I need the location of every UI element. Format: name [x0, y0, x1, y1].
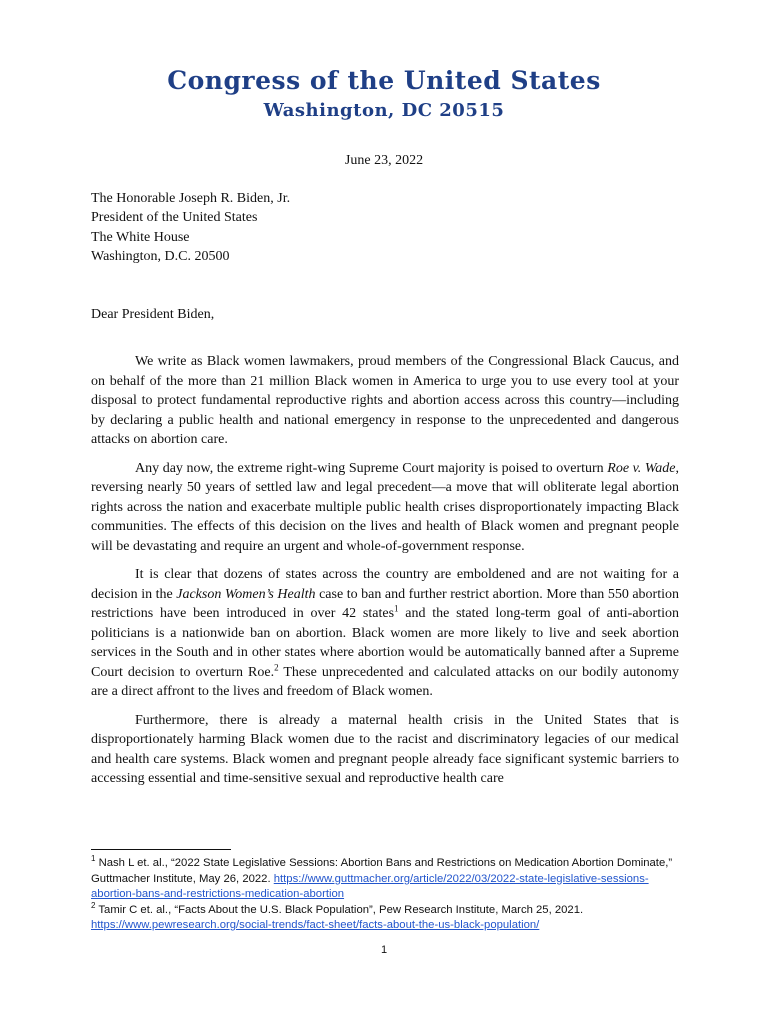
footnote-ref-1[interactable]: 1	[394, 603, 399, 614]
paragraph-4: Furthermore, there is already a maternal health crisis in the United States that is disproportionately harming Black women due to the racist and discriminatory legacies of our medical and health care systems. Black women and pregnant people already face significant systemic barriers to accessing essential and time-sensitive sexual and reproductive health care	[91, 712, 679, 786]
paragraph-1: We write as Black women lawmakers, proud members of the Congressional Black Caucus, and on behalf of the more than 21 million Black women in America to urge you to use every tool at your disposal to protect fundamental reproductive rights and abortion access across this country—including by declaring a public health and national emergency in response to the unprecedented and dangerous attacks on abortion care.	[91, 354, 679, 447]
recipient-address	[91, 189, 290, 267]
letterhead-location: Washington, DC 20515	[263, 100, 505, 121]
address-line: The Honorable Joseph R. Biden, Jr.	[91, 191, 291, 206]
salutation: Dear President Biden,	[91, 307, 215, 322]
paragraph-3-text: and the stated long-term goal of anti-abortion politicians is a nationwide ban on abortion. Black women are more likely to live and seek abortion services in the South and in other states where abortion would be automatically banned after a Supreme Court decision to overturn Roe.	[91, 606, 679, 680]
footnote-2	[91, 900, 691, 934]
footnote-ref-2[interactable]: 2	[274, 661, 279, 672]
footnote-number: 1	[91, 854, 96, 864]
letterhead-title: Congress of the United States	[167, 66, 601, 95]
paragraph-3	[91, 565, 679, 702]
address-line: President of the United States	[91, 210, 258, 226]
page-number: 1	[380, 944, 388, 956]
paragraph-2-text: , reversing nearly 50 years of settled law and legal precedent—a move that will obliterate legal abortion rights across the nation and exacerbate multiple public health crises disproportionately impacting Black communities. The effects of this decision on the lives and health of Black women and pregnant people will be devastating and require an urgent and whole-of-government response.	[91, 460, 679, 554]
footnote-text: Tamir C et. al., “Facts About the U.S. Black Population”, Pew Research Institute, March 25, 2021.	[95, 903, 584, 916]
footnotes	[91, 856, 691, 934]
letter-body	[91, 352, 679, 798]
case-name-roe: Roe v. Wade	[607, 460, 676, 476]
paragraph-3-text: It is clear that dozens of states across the country are emboldened and are not waiting for a decision in the	[91, 567, 679, 602]
paragraph-2-text: Any day now, the extreme right-wing Supreme Court majority is poised to overturn	[135, 460, 608, 476]
paragraph-3-text: These unprecedented and calculated attacks on our bodily autonomy are a direct affront to the lives and freedom of Black women.	[91, 664, 679, 699]
footnote-link-pew[interactable]: https://www.pewresearch.org/social-trends/fact-sheet/facts-about-the-us-black-population/	[91, 919, 540, 931]
paragraph-2	[91, 459, 679, 557]
footnote-divider	[91, 849, 231, 850]
paragraph-3-text: case to ban and further restrict abortion. More than 550 abortion restrictions have been introduced in over 42 states	[91, 586, 680, 621]
letter-date: June 23, 2022	[344, 153, 424, 168]
footnote-text: Nash L et. al., “2022 State Legislative Sessions: Abortion Bans and Restrictions on Medication Abortion Dominate,” Guttmacher Institute, May 26, 2022.	[91, 857, 673, 885]
footnote-number: 2	[91, 900, 96, 910]
case-name-jackson: Jackson Women’s Health	[176, 586, 316, 602]
address-line: Washington, D.C. 20500	[91, 249, 230, 265]
footnote-link-guttmacher[interactable]: https://www.guttmacher.org/article/2022/03/2022-state-legislative-sessions-abortion-bans-and-restrictions-medication-abortion	[91, 872, 649, 900]
letterhead	[0, 64, 768, 124]
footnote-1	[91, 856, 691, 903]
address-line: The White House	[91, 229, 190, 245]
